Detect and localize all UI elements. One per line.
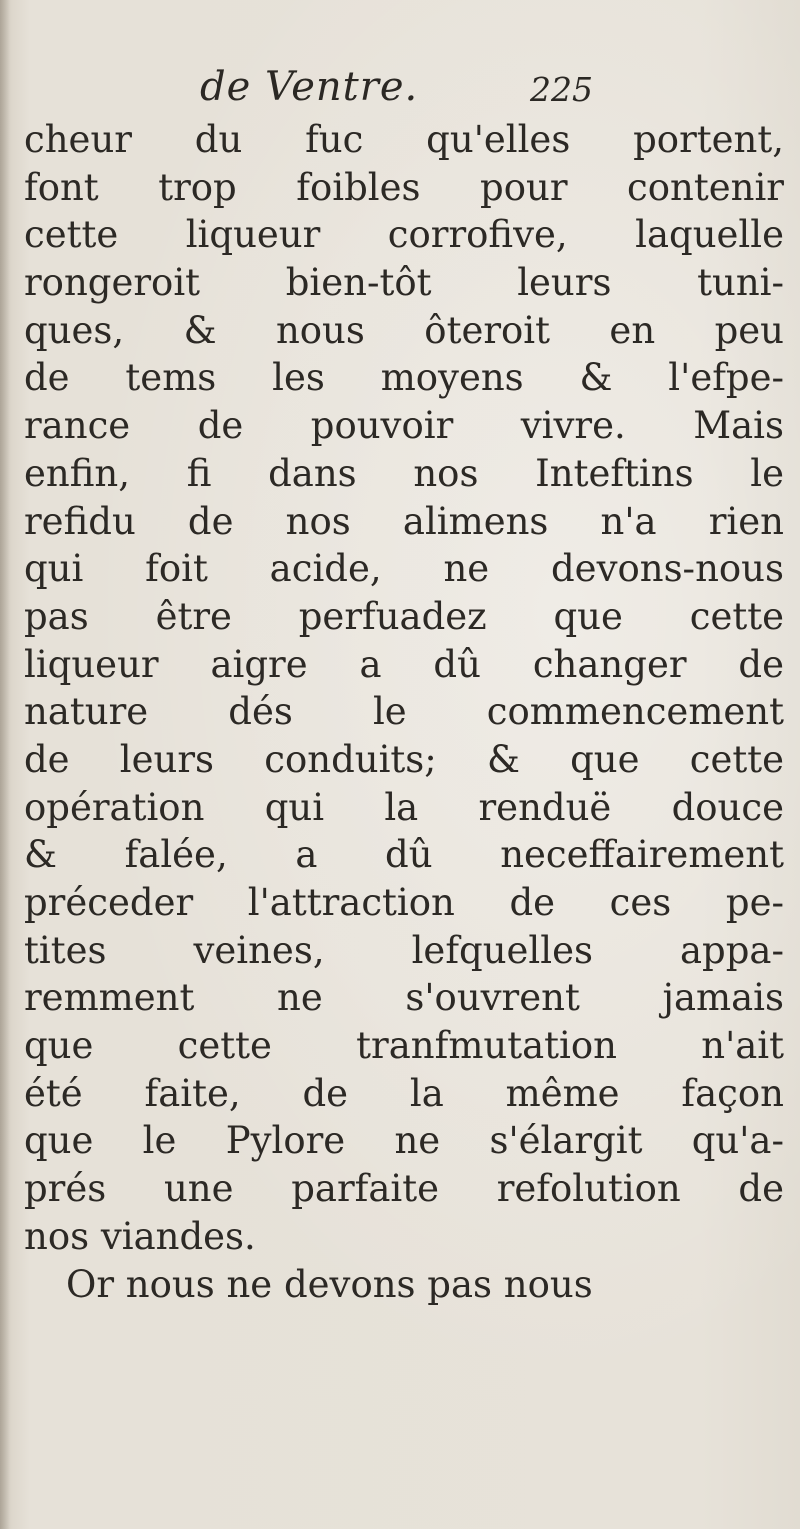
- text-line: rance de pouvoir vivre. Mais: [24, 404, 784, 448]
- text-line: Or nous ne devons pas nous: [66, 1262, 593, 1306]
- text-line: ques, & nous ôteroit en peu: [24, 308, 784, 352]
- running-head: [200, 64, 620, 114]
- text-line: remment ne s'ouvrent jamais: [24, 976, 784, 1020]
- text-line: de leurs conduits; & que cette: [24, 737, 784, 781]
- text-line: prés une parfaite refolution de: [24, 1167, 784, 1211]
- text-line: nature dés le commencement: [24, 690, 784, 734]
- text-line: nos viandes.: [24, 1214, 256, 1258]
- running-title: de Ventre.: [200, 64, 419, 110]
- text-line: tites veines, lefquelles appa-: [24, 928, 784, 972]
- text-line: liqueur aigre a dû changer de: [24, 642, 784, 686]
- text-line: cette liqueur corrofive, laquelle: [24, 213, 784, 257]
- text-line: que le Pylore ne s'élargit qu'a-: [24, 1119, 784, 1163]
- text-line: opération qui la renduë douce: [24, 785, 784, 829]
- text-line: rongeroit bien-tôt leurs tuni-: [24, 261, 784, 305]
- text-line: enfin, fi dans nos Inteftins le: [24, 451, 784, 495]
- binding-shadow: [0, 0, 10, 1529]
- text-line: cheur du fuc qu'elles portent,: [24, 118, 784, 161]
- text-line: de tems les moyens & l'efpe-: [24, 356, 784, 400]
- text-line: que cette tranfmutation n'ait: [24, 1024, 784, 1068]
- text-line: & falée, a dû neceffairement: [24, 833, 784, 877]
- text-line: pas être perfuadez que cette: [24, 594, 784, 638]
- text-line: font trop foibles pour contenir: [24, 165, 784, 209]
- text-line: refidu de nos alimens n'a rien: [24, 499, 784, 543]
- text-line: préceder l'attraction de ces pe-: [24, 881, 784, 924]
- text-line: été faite, de la même façon: [24, 1071, 784, 1115]
- body-text: [24, 116, 784, 1308]
- text-line: qui foit acide, ne devons-nous: [24, 547, 784, 591]
- page-number: 225: [530, 70, 593, 109]
